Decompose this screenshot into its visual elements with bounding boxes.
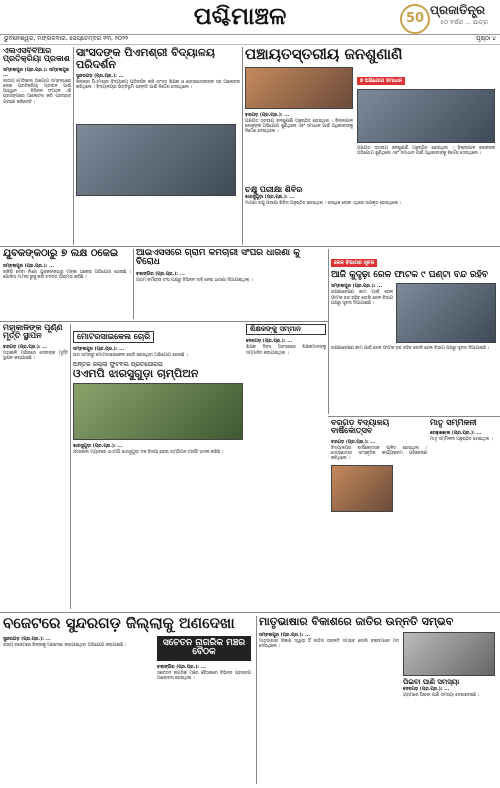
article-headline: ମୋଟରସାଇକେଲ ଚୋରି: [73, 331, 154, 343]
article-11: [73, 362, 243, 574]
article-kicker: ଅନ୍ତର ଜିଲ୍ଲା ଫୁଟବଲ ପ୍ରତିଯୋଗିତା: [73, 362, 163, 368]
article-headline: ଓଏମପି ଝାରସୁଗୁଡ଼ା ଚାମ୍ପିଅନ: [73, 367, 199, 381]
article-headline: ସାଂସଦଙ୍କ ପିଏମଶ୍ରୀ ବିଦ୍ୟାଳୟ ପରିଦର୍ଶନ: [76, 47, 215, 71]
article-byline: ବଲାଙ୍ଗିର (ପ୍ର.ପ୍ର.): ...: [136, 271, 185, 277]
article-headline: ମହାକାଳିଙ୍କ ପୂର୍ଣ୍ଣ ମୂର୍ତ୍ତି ସ୍ଥାପନ: [3, 324, 63, 341]
article-1: [3, 47, 71, 245]
article-12: [331, 419, 427, 609]
article-headline: ସଚେତନ ନାଗରିକ ମଞ୍ଚର ବୈଠକ: [157, 636, 251, 661]
article-headline: ମାତୃ ସମ୍ମିଳନୀ: [430, 419, 477, 427]
article-byline: ସୁନ୍ଦରଗଡ଼ (ପ୍ର.ପ୍ର.): ...: [76, 74, 124, 80]
masthead: [0, 0, 500, 35]
date-text: ଭୁବନେଶ୍ୱର, ମଙ୍ଗଳବାର, ସେପ୍ଟେମ୍ବର ୧୩, ୨୦୨୨: [4, 35, 129, 42]
article-headline: ଆଜି କୁଦୃଢ଼ା ରେଳ ଫାଟକ ୯ ଘଣ୍ଟା ବନ୍ଦ ରହିବ: [331, 270, 489, 280]
article-body: ଗ୍ରାମ କର୍ମଚାରୀ ସଂଘ ପକ୍ଷରୁ ବିଭିନ୍ନ ଦାବି ନେଇ ଧାରଣା ଦିଆଯାଇଥିଲା ।: [136, 277, 253, 283]
article-photo: [403, 632, 495, 676]
subhead-badge: ରେଳ ବିଭାଗର ସୂଚନା: [331, 259, 377, 267]
article-5: [3, 249, 131, 319]
article-headline: ଚକ୍ଷୁ ପରୀକ୍ଷା ଶିବିର: [245, 184, 303, 194]
article-byline: ଦେବଗଡ଼ (ପ୍ର.ପ୍ର.): ...: [403, 686, 450, 692]
column-divider: [242, 47, 243, 245]
article-byline: ବରଗଡ଼ (ପ୍ର.ପ୍ର.): ...: [3, 344, 48, 350]
article-byline: ବରଗଡ଼ (ପ୍ର.ପ୍ର.): ...: [245, 112, 290, 118]
article-6: [136, 249, 326, 319]
article-body: ଶିକ୍ଷକ ଦିବସ ଅବସରରେ ଶିକ୍ଷକମାନଙ୍କୁ ସମ୍ମାନିତ କରାଯାଇଥିଲା ।: [246, 345, 326, 356]
page-number: ପୃଷ୍ଠା ୪: [475, 35, 496, 42]
article-byline: ଝାରସୁଗୁଡ଼ା (ପ୍ର.ପ୍ର.): ...: [245, 195, 295, 201]
article-byline: ସମ୍ବଲପୁର (ପ୍ର.ପ୍ର.): ...: [259, 632, 311, 638]
subhead-badge: ୭ ଅଭିଯୋଗ ସମାଧାନ: [357, 77, 405, 85]
article-body: ବିଦ୍ୟାଳୟର ବାର୍ଷିକୋତ୍ସବ ପାଳିତ ହୋଇଥିଲା । ଛାତ୍ରଛାତ୍ରୀ ସାଂସ୍କୃତିକ କାର୍ଯ୍ୟକ୍ରମ ପରିବେଷଣ କରିଥିଲେ ।: [331, 445, 427, 462]
column-divider: [328, 249, 329, 414]
article-14: [3, 616, 253, 784]
article-body: ରକ୍ଷଣାବେକ୍ଷଣ କାମ ପାଇଁ ରେଳ ଫାଟକ ବନ୍ଦ ରହିବ ବୋଲି ରେଳ ବିଭାଗ ପକ୍ଷରୁ ସୂଚନା ଦିଆଯାଇଛି ।: [331, 290, 393, 306]
article-13: [430, 419, 497, 609]
article-photo: [331, 465, 393, 512]
article-headline: ଶିକ୍ଷକଙ୍କୁ ସମ୍ମାନ: [246, 324, 326, 335]
article-body: ଫାଇନାଲ ମ୍ୟାଚରେ ଓଏମପି ଝାରସୁଗୁଡ଼ା ଦଳ ବିଜୟୀ ହୋଇ ଚାମ୍ପିଅନ ଟ୍ରଫି ହାସଲ କରିଛି ।: [73, 449, 224, 455]
article-body: ମାଗଣା ଚକ୍ଷୁ ପରୀକ୍ଷା ଶିବିର ଅନୁଷ୍ଠିତ ହୋଇଥିଲା । ଶତାଧିକ ଲୋକ ଏଥିରେ ଉପକୃତ ହୋଇଥିଲେ ।: [245, 201, 402, 207]
article-byline: ସୁନ୍ଦରଗଡ଼ (ପ୍ର.ପ୍ର.): ...: [3, 636, 51, 642]
article-headline: ପିଇବା ପାଣି ସମସ୍ୟା: [403, 677, 460, 686]
article-body: ରାଜ୍ୟ ବଜେଟରେ ଜିଲ୍ଲାକୁ ଅଣଦେଖା କରାଯାଇଥିବା ଅଭିଯୋଗ କରାଯାଇଛି ।: [3, 642, 127, 648]
brand-tagline: ୫୦ ବର୍ଷର ... ଯାତ୍ରା: [440, 19, 488, 26]
article-9: [73, 324, 243, 359]
article-photo: [73, 383, 243, 440]
article-byline: ବରଗଡ଼ (ପ୍ର.ପ୍ର.): ...: [331, 439, 376, 445]
column-divider: [73, 47, 74, 245]
article-byline: ବଲାଙ୍ଗିର (ପ୍ର.ପ୍ର.): ...: [157, 664, 206, 670]
column-divider: [133, 249, 134, 319]
article-body: ପଞ୍ଚାୟତ ସ୍ତରୀୟ ଜନଶୁଣାଣି ଅନୁଷ୍ଠିତ ହୋଇଥିଲା । ଜିଲ୍ଲାପାଳ ଲୋକଙ୍କ ଅଭିଯୋଗ ଶୁଣିଥିଲେ ଏବଂ ସମାଧାନ ପାଇଁ ଅଧିକାରୀଙ୍କୁ ନିର୍ଦ୍ଦେଶ ଦେଇଥିଲେ ।: [357, 145, 495, 156]
section-divider: [0, 321, 328, 322]
article-byline: ଝାରସୁଗୁଡ଼ା (ପ୍ର.ପ୍ର.): ...: [73, 443, 123, 449]
article-headline: ଆଇଏସସିରେ ଗ୍ରାମ କର୍ମଚାରୀ ସଂଘର ଧାରଣା କୁ ବିରୋଧ: [136, 249, 300, 268]
article-photo: [396, 283, 496, 343]
article-headline: ମାତୃଭାଷାର ବିକାଶରେ ଜାତିର ଉନ୍ନତି ସମ୍ଭବ: [259, 616, 454, 628]
column-divider: [256, 616, 257, 784]
article-2: [76, 47, 240, 245]
article-headline: ବଜେଟରେ ସୁନ୍ଦରଗଡ଼ ଜିଲ୍ଲାକୁ ଅଣଦେଖା: [3, 616, 235, 632]
article-16: [259, 616, 497, 784]
article-body: ମାତୃଭାଷାର ବିକାଶ ଦ୍ୱାରା ହିଁ ଜାତିର ଉନ୍ନତି ସମ୍ଭବ ବୋଲି ବକ୍ତାମାନେ ମତ ଦେଇଥିଲେ ।: [259, 638, 399, 649]
article-byline: ସମ୍ବଲପୁର (ପ୍ର.ପ୍ର.): ...: [331, 284, 383, 290]
article-body: ଗ୍ରାମରେ ପିଇବା ପାଣି ସମସ୍ୟା ଦେଖାଦେଇଛି ।: [403, 692, 480, 698]
article-byline: ସମ୍ବଲପୁର (ପ୍ର.ପ୍ର.): ସମ୍ବଲପୁର ...: [3, 67, 70, 78]
page-title: ପଶ୍ଚିମାଞ୍ଚଳ: [193, 2, 287, 30]
article-7: [331, 249, 497, 414]
article-headline: ବରଗଡ଼ ବିଦ୍ୟାଳୟ ବାର୍ଷିକୋତ୍ସବ: [331, 419, 390, 436]
section-divider: [0, 612, 500, 613]
column-divider: [70, 324, 71, 609]
article-headline: ପଞ୍ଚାୟତସ୍ତରୀୟ ଜନଶୁଣାଣି: [245, 47, 403, 63]
article-byline: ରେଢ଼ାଖୋଲ (ପ୍ର.ପ୍ର.): ...: [430, 431, 482, 437]
section-divider: [328, 416, 500, 417]
article-3: [245, 47, 497, 245]
article-photo: [76, 124, 236, 196]
article-headline: ଏଲଏସବିବିଆର ପ୍ରତିକ୍ରିୟା ପ୍ରକାଶ: [3, 47, 70, 64]
article-byline: ସମ୍ବଲପୁର (ପ୍ର.ପ୍ର.): ...: [73, 347, 125, 353]
article-body: ରକ୍ଷଣାବେକ୍ଷଣ କାମ ପାଇଁ ରେଳ ଫାଟକ ବନ୍ଦ ରହିବ ବୋଲି ରେଳ ବିଭାଗ ପକ୍ଷରୁ ସୂଚନା ଦିଆଯାଇଛି ।: [331, 346, 490, 352]
article-headline: ଯୁବକଙ୍କଠାରୁ ୭ ଲକ୍ଷ ଠକେଇ: [3, 249, 119, 259]
article-8: [3, 324, 68, 609]
article-body: ଜାତୀୟ ମେଡିକାଲ ଆୟୋଗ ସମ୍ବନ୍ଧରେ ଲୋକ ପ୍ରତିକ୍ରିୟା ପ୍ରଦାନ ପାଇଁ ଆହ୍ୱାନ ... ବିଭିନ୍ନ ସଂଗଠନ ଏହି ପ୍ରସଙ୍ଗରେ ଆଲୋଚନା କରି ପ୍ରସ୍ତାବ ଗ୍ରହଣ କରିଛନ୍ତି ।: [3, 78, 71, 105]
article-10: [246, 324, 326, 574]
article-photo: [245, 67, 353, 109]
article-byline: ଦେବଗଡ଼ (ପ୍ର.ପ୍ର.): ...: [246, 339, 293, 345]
article-photo: [357, 89, 495, 143]
article-body: ପଞ୍ଚାୟତ ସ୍ତରୀୟ ଜନଶୁଣାଣି ଅନୁଷ୍ଠିତ ହୋଇଥିଲା । ଜିଲ୍ଲାପାଳ ଲୋକଙ୍କ ଅଭିଯୋଗ ଶୁଣିଥିଲେ ଏବଂ ସମାଧାନ ପାଇଁ ଅଧିକାରୀଙ୍କୁ ନିର୍ଦ୍ଦେଶ ଦେଇଥିଲେ ।: [245, 118, 353, 135]
section-divider: [0, 246, 500, 247]
anniversary-logo-icon: 50: [400, 4, 430, 34]
article-body: ସଚେତନ ନାଗରିକ ମଞ୍ଚର ବୈଠକରେ ବିଭିନ୍ନ ପ୍ରସଙ୍ଗ ଆଲୋଚନା ହୋଇଥିଲା ।: [157, 670, 251, 681]
brand-logo: ପ୍ରଜାତିନ୍ତ୍ର: [430, 3, 486, 17]
article-body: ଘର ସାମ୍ନାରୁ ମୋଟରସାଇକେଲ ଚୋରି ହୋଇଥିବା ଅଭିଯୋଗ ହୋଇଛି ।: [73, 353, 188, 359]
article-body: ମହାକାଳି ମନ୍ଦିରରେ ଦେବୀଙ୍କ ମୂର୍ତ୍ତି ସ୍ଥାପନ କରାଯାଇଛି ।: [3, 350, 68, 361]
article-body: ଚାକିରି ଦେବା ନାଁରେ ଯୁବକଙ୍କଠାରୁ ଟଙ୍କା ଠକେଇ ଅଭିଯୋଗ ହୋଇଛି । ପୋଲିସ ମାମଲା ରୁଜୁ କରି ତଦନ୍ତ ଆରମ୍ଭ କରିଛି ।: [3, 269, 131, 280]
article-byline: ସମ୍ବଲପୁର (ପ୍ର.ପ୍ର.): ...: [3, 263, 55, 269]
article-body: ଜିଲ୍ଲାର ପିଏମଶ୍ରୀ ବିଦ୍ୟାଳୟ ପରିଦର୍ଶନ କରି ସାଂସଦ ଶିକ୍ଷକ ଓ ଛାତ୍ରଛାତ୍ରୀଙ୍କ ସହ ଆଲୋଚନା କରିଥିଲେ । ବିଦ୍ୟାଳୟର ଭିତ୍ତିଭୂମି ଉନ୍ନତି ପାଇଁ ନିର୍ଦ୍ଦେଶ ଦେଇଥିଲେ ।: [76, 80, 240, 91]
article-body: ମାତୃ ସମ୍ମିଳନୀ ଅନୁଷ୍ଠିତ ହୋଇଥିଲା ।: [430, 437, 493, 443]
dateline: [0, 34, 500, 45]
